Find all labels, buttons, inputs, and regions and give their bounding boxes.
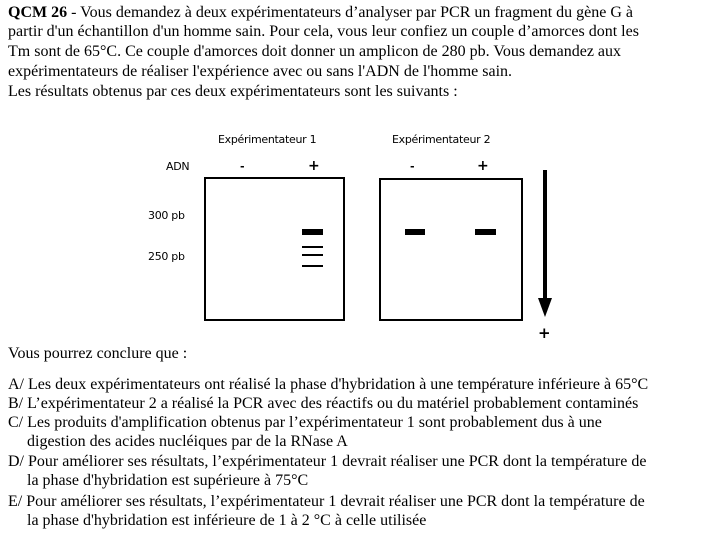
option-d-cont: la phase d'hybridation est supérieure à 75°C [27, 472, 309, 489]
gel-exp2 [379, 178, 523, 321]
adn-label: ADN [166, 160, 190, 173]
option-a: A/ Les deux expérimentateurs ont réalisé la phase d'hybridation à une température inférieure à 65°C [8, 376, 649, 393]
band [302, 229, 323, 235]
marker-250: 250 pb [148, 250, 185, 263]
band [405, 229, 425, 235]
exp2-plus: + [477, 158, 489, 174]
exp2-label: Expérimentateur 2 [392, 133, 491, 146]
exp1-minus: - [240, 160, 245, 173]
question-line-5: Les résultats obtenus par ces deux expérimentateurs sont les suivants : [8, 83, 458, 100]
gel-exp1 [204, 177, 345, 321]
option-e-cont: la phase d'hybridation est inférieure de 1 à 2 °C à celle utilisée [27, 512, 427, 529]
question-line-4: expérimentateurs de réaliser l'expérience avec ou sans l'ADN de l'homme sain. [8, 63, 513, 80]
migration-arrow-icon [535, 170, 555, 320]
option-e: E/ Pour améliorer ses résultats, l’expérimentateur 1 devrait réaliser une PCR dont la température de [8, 493, 645, 510]
band [302, 246, 323, 248]
conclusion-prompt: Vous pourrez conclure que : [8, 345, 188, 362]
exp1-label: Expérimentateur 1 [218, 133, 317, 146]
marker-300: 300 pb [148, 209, 185, 222]
question-line-1: QCM 26 - Vous demandez à deux expérimentateurs d’analyser par PCR un fragment du gène G à [8, 4, 634, 21]
band [475, 229, 496, 235]
option-d: D/ Pour améliorer ses résultats, l’expérimentateur 1 devrait réaliser une PCR dont la température de [8, 453, 647, 470]
question-line-2: partir d'un échantillon d'un homme sain. Pour cela, vous leur confiez un couple d’amorces dont les [8, 23, 639, 40]
band [302, 254, 323, 256]
option-b: B/ L’expérimentateur 2 a réalisé la PCR avec des réactifs ou du matériel probablement contaminés [8, 395, 639, 412]
option-c: C/ Les produits d'amplification obtenus par l’expérimentateur 1 sont probablement dus à une [8, 414, 602, 431]
anode-label: + [538, 324, 551, 342]
option-c-cont: digestion des acides nucléiques par de la RNase A [27, 433, 348, 450]
exp1-plus: + [308, 158, 320, 174]
band [302, 265, 323, 267]
question-number: QCM 26 [8, 4, 68, 21]
exp2-minus: - [410, 160, 415, 173]
question-line-3: Tm sont de 65°C. Ce couple d'amorces doit donner un amplicon de 280 pb. Vous demandez aux [8, 43, 622, 60]
